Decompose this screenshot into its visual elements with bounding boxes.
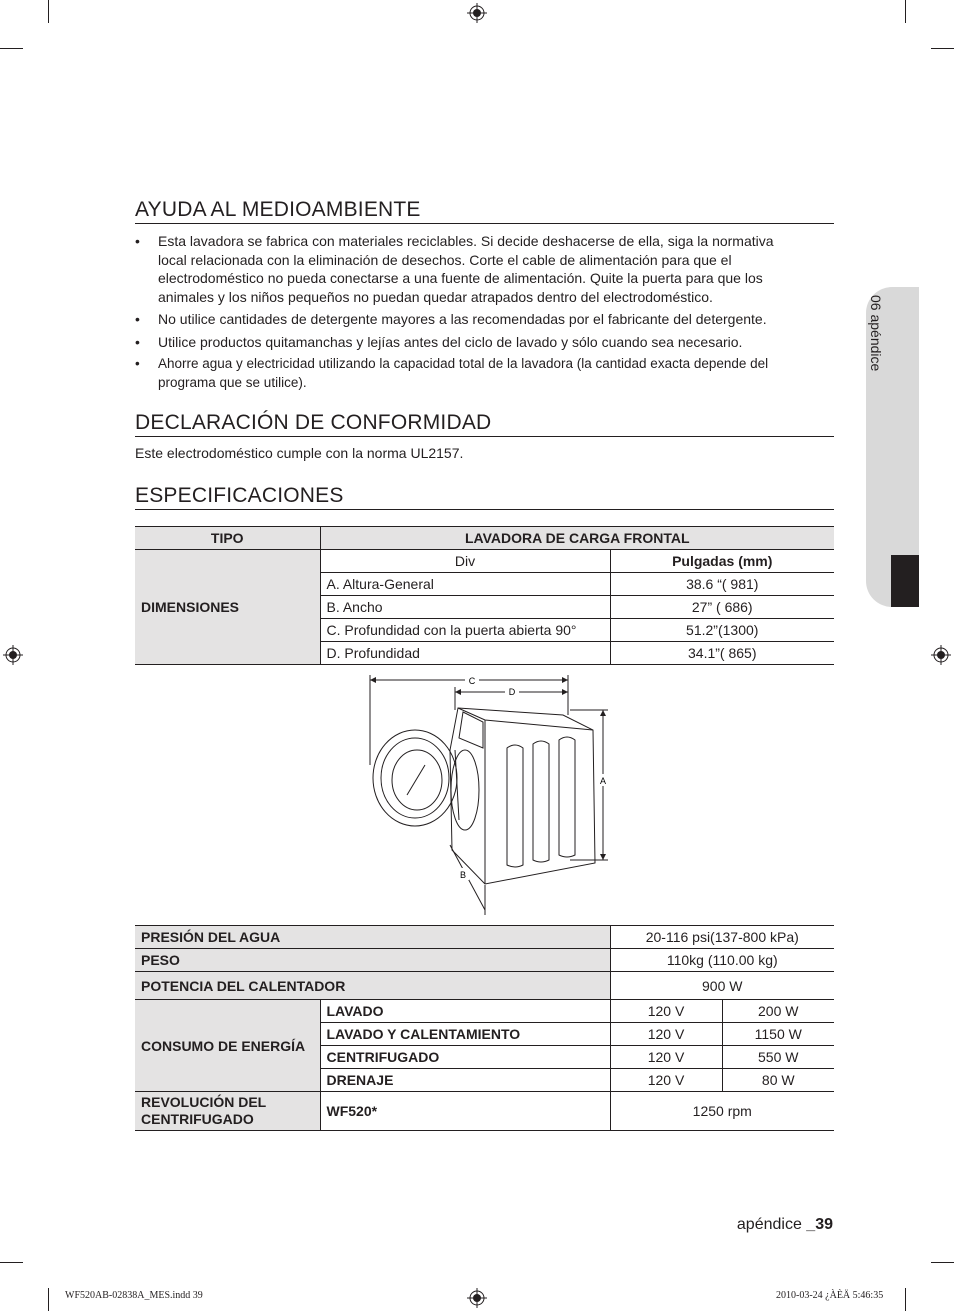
washer-dimension-diagram (355, 670, 625, 920)
table-cell: 27” ( 686) (610, 596, 834, 619)
list-item: • Esta lavadora se fabrica con materiales reciclables. Si decide deshacerse de ella, siga la normativa local relacionada con la eliminación de desechos. Corte el cable de alimentación para que el electrodoméstico no pueda conectarse a una fuente de alimentación. Quite la puerta para que los animales y los niños pequeños no puedan quedar atrapados dentro del electrodoméstico. (135, 233, 774, 305)
table-row (135, 550, 834, 573)
section-title-specs: ESPECIFICACIONES (135, 484, 834, 510)
table-row (135, 1000, 834, 1023)
table-cell: 120 V (610, 1000, 722, 1023)
conformity-text: Este electrodoméstico cumple con la norma UL2157. (135, 445, 464, 461)
footer-section: apéndice (736, 1216, 807, 1233)
table-cell: B. Ancho (320, 596, 610, 619)
chapter-side-label: 06 apéndice (868, 295, 884, 372)
list-item: • Ahorre agua y electricidad utilizando la capacidad total de la lavadora (la cantidad exacta depende del programa que se utilice). (135, 356, 769, 390)
table-cell: PESO (135, 949, 610, 972)
table-cell: Div (320, 550, 610, 573)
table-cell: A. Altura-General (320, 573, 610, 596)
table-cell: C. Profundidad con la puerta abierta 90° (320, 619, 610, 642)
crop-mark (0, 1262, 23, 1263)
table-cell: WF520* (320, 1092, 610, 1131)
table-cell: LAVADO Y CALENTAMIENTO (320, 1023, 610, 1046)
table-row (135, 1092, 834, 1131)
environment-bullet-list (135, 232, 805, 396)
table-cell: 51.2”(1300) (610, 619, 834, 642)
table-cell: D. Profundidad (320, 642, 610, 665)
table-row (135, 972, 834, 1000)
crop-mark (905, 1288, 906, 1311)
table-cell: REVOLUCIÓN DEL CENTRIFUGADO (135, 1092, 320, 1131)
table-cell: 1150 W (722, 1023, 834, 1046)
table-cell: DRENAJE (320, 1069, 610, 1092)
slug-date: 2010-03-24 ¿ÀÈÄ 5:46:35 (776, 1290, 884, 1301)
slug-file-info: WF520AB-02838A_MES.indd 39 (65, 1290, 203, 1301)
table-cell: 550 W (722, 1046, 834, 1069)
list-item: • No utilice cantidades de detergente mayores a las recomendadas por el fabricante del detergente. (135, 311, 767, 327)
table-cell: PRESIÓN DEL AGUA (135, 926, 610, 949)
table-cell: 34.1”( 865) (610, 642, 834, 665)
section-title-conformity: DECLARACIÓN DE CONFORMIDAD (135, 411, 834, 437)
specs-table (135, 925, 834, 1131)
table-cell: Pulgadas (mm) (610, 550, 834, 573)
crop-mark (931, 1262, 954, 1263)
table-header-cell: LAVADORA DE CARGA FRONTAL (320, 527, 834, 550)
list-item: • Utilice productos quitamanchas y lejías antes del ciclo de lavado y sólo cuando sea necesario. (135, 333, 743, 350)
diagram-label-c: C (468, 676, 476, 686)
table-cell: CONSUMO DE ENERGÍA (135, 1000, 320, 1092)
registration-mark-icon (467, 3, 487, 23)
chapter-side-marker (891, 555, 919, 607)
table-cell: 200 W (722, 1000, 834, 1023)
table-cell: 20-116 psi(137-800 kPa) (610, 926, 834, 949)
diagram-label-a: A (599, 776, 607, 786)
table-row (135, 949, 834, 972)
table-cell: 120 V (610, 1023, 722, 1046)
diagram-label-d: D (508, 687, 516, 697)
table-cell: 110kg (110.00 kg) (610, 949, 834, 972)
table-cell: 38.6 “( 981) (610, 573, 834, 596)
page-footer (737, 1216, 833, 1234)
table-header-cell: TIPO (135, 527, 320, 550)
table-row (135, 926, 834, 949)
table-cell: LAVADO (320, 1000, 610, 1023)
dimensions-table (135, 526, 834, 665)
registration-mark-icon (467, 1288, 487, 1308)
table-cell: 120 V (610, 1069, 722, 1092)
table-cell: 1250 rpm (610, 1092, 834, 1131)
table-cell: CENTRIFUGADO (320, 1046, 610, 1069)
table-cell: POTENCIA DEL CALENTADOR (135, 972, 610, 1000)
crop-mark (48, 0, 49, 23)
table-cell: 80 W (722, 1069, 834, 1092)
table-cell: 120 V (610, 1046, 722, 1069)
page-number: _39 (806, 1216, 833, 1233)
registration-mark-icon (3, 645, 23, 665)
crop-mark (931, 48, 954, 49)
crop-mark (0, 48, 23, 49)
table-row (135, 527, 834, 550)
section-title-environment: AYUDA AL MEDIOAMBIENTE (135, 198, 834, 224)
dimensions-label-cell: DIMENSIONES (135, 550, 320, 665)
registration-mark-icon (931, 645, 951, 665)
crop-mark (905, 0, 906, 23)
diagram-label-b: B (459, 870, 467, 880)
crop-mark (48, 1288, 49, 1311)
table-cell: 900 W (610, 972, 834, 1000)
